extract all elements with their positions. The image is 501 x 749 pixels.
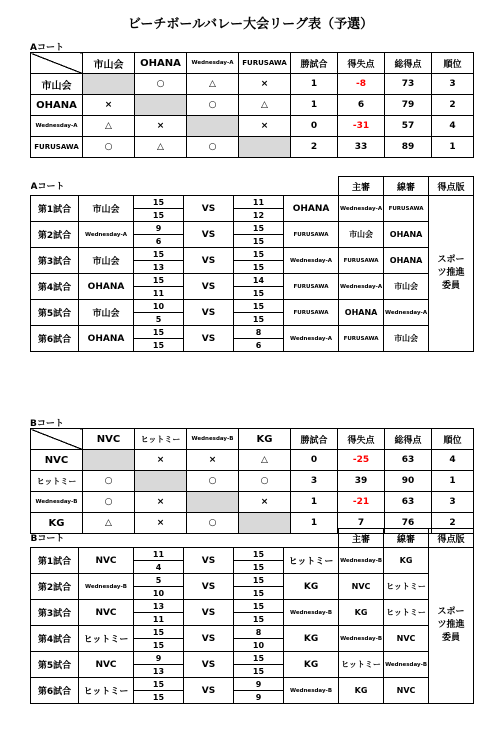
score-cell: 15: [134, 196, 184, 209]
wins-cell: 2: [291, 137, 338, 158]
score-cell: 9: [234, 691, 284, 704]
score-cell: 13: [134, 261, 184, 274]
match-table-a: [30, 176, 474, 352]
match-header-row: [31, 177, 474, 196]
referee-header: 主審: [339, 177, 384, 196]
team-name: 市山会: [79, 300, 134, 326]
score-cell: 15: [234, 652, 284, 665]
team-header: FURUSAWA: [239, 53, 291, 74]
standings-table-b: [30, 428, 474, 534]
table-row: [31, 74, 474, 95]
match-row: [31, 574, 474, 587]
wins-cell: 1: [291, 74, 338, 95]
team-name: 市山会: [79, 196, 134, 222]
match-label: 第6試合: [31, 326, 79, 352]
table-row: [31, 116, 474, 137]
line-judge-cell: NVC: [384, 678, 429, 704]
line-judge-cell: OHANA: [384, 222, 429, 248]
score-cell: 9: [134, 222, 184, 235]
score-cell: 13: [134, 665, 184, 678]
vs-label: VS: [184, 626, 234, 652]
score-cell: 15: [234, 313, 284, 326]
total-cell: 90: [385, 471, 432, 492]
referee-cell: KG: [339, 678, 384, 704]
referee-cell: NVC: [339, 574, 384, 600]
total-cell: 73: [385, 74, 432, 95]
table-row: [31, 492, 474, 513]
total-header: 総得点: [385, 53, 432, 74]
referee-cell: FURUSAWA: [339, 248, 384, 274]
rank-header: 順位: [432, 53, 474, 74]
result-cell: ×: [83, 95, 135, 116]
score-cell: 15: [234, 287, 284, 300]
referee-cell: 市山会: [339, 222, 384, 248]
result-cell: △: [83, 513, 135, 534]
vs-label: VS: [184, 274, 234, 300]
team-name: Wednesday-B: [284, 678, 339, 704]
score-cell: 15: [234, 300, 284, 313]
match-row: [31, 326, 474, 339]
vs-label: VS: [184, 678, 234, 704]
score-cell: 15: [234, 235, 284, 248]
result-cell: △: [239, 95, 291, 116]
referee-cell: Wednesday-B: [339, 626, 384, 652]
team-name: FURUSAWA: [284, 300, 339, 326]
score-cell: 10: [134, 587, 184, 600]
wins-header: 勝試合: [291, 429, 338, 450]
rank-cell: 2: [432, 95, 474, 116]
score-cell: 15: [234, 222, 284, 235]
sports-committee-label: スポーツ推進委員: [437, 607, 465, 643]
referee-header: 主審: [339, 529, 384, 548]
team-name: Wednesday-B: [284, 600, 339, 626]
vs-label: VS: [184, 652, 234, 678]
team-name: Wednesday-B: [79, 574, 134, 600]
result-cell: ×: [135, 450, 187, 471]
score-cell: 15: [234, 587, 284, 600]
score-cell: 11: [234, 196, 284, 209]
team-name: KG: [31, 513, 83, 534]
match-row: [31, 600, 474, 613]
referee-cell: OHANA: [339, 300, 384, 326]
score-cell: 15: [134, 326, 184, 339]
result-cell: ×: [135, 513, 187, 534]
line-header: 線審: [384, 529, 429, 548]
team-name: FURUSAWA: [284, 274, 339, 300]
team-header: OHANA: [135, 53, 187, 74]
match-label: 第1試合: [31, 548, 79, 574]
standings-header-row: [31, 53, 474, 74]
team-name: KG: [284, 652, 339, 678]
table-row: [31, 450, 474, 471]
score-cell: 13: [134, 600, 184, 613]
score-cell: 5: [134, 313, 184, 326]
team-header: NVC: [83, 429, 135, 450]
score-cell: 14: [234, 274, 284, 287]
team-header: Wednesday-A: [187, 53, 239, 74]
match-table-b: [30, 528, 474, 704]
vs-label: VS: [184, 326, 234, 352]
score-board-header: 得点版: [429, 529, 474, 548]
result-cell: ×: [135, 492, 187, 513]
score-cell: 9: [234, 678, 284, 691]
wins-cell: 0: [291, 450, 338, 471]
score-cell: 11: [134, 613, 184, 626]
team-name: ヒットミー: [31, 471, 83, 492]
vs-label: VS: [184, 222, 234, 248]
match-label: 第4試合: [31, 626, 79, 652]
referee-cell: FURUSAWA: [339, 326, 384, 352]
result-cell: ○: [239, 471, 291, 492]
score-cell: 15: [134, 339, 184, 352]
total-header: 総得点: [385, 429, 432, 450]
result-cell: ×: [239, 116, 291, 137]
referee-cell: Wednesday-A: [339, 196, 384, 222]
match-header-row: [31, 529, 474, 548]
rank-cell: 4: [432, 116, 474, 137]
score-cell: 15: [234, 248, 284, 261]
match-label: 第1試合: [31, 196, 79, 222]
team-name: NVC: [79, 600, 134, 626]
team-name: 市山会: [31, 74, 83, 95]
result-cell: ○: [187, 137, 239, 158]
table-row: [31, 471, 474, 492]
team-name: OHANA: [31, 95, 83, 116]
page-title: ビーチボールバレー大会リーグ表（予選）: [127, 17, 374, 32]
total-cell: 89: [385, 137, 432, 158]
match-label: 第3試合: [31, 248, 79, 274]
rank-cell: 1: [432, 471, 474, 492]
result-cell: ×: [239, 492, 291, 513]
line-judge-cell: ヒットミー: [384, 574, 429, 600]
match-row: [31, 548, 474, 561]
score-board-cell: [429, 548, 474, 704]
score-board-header: 得点版: [429, 177, 474, 196]
match-row: [31, 652, 474, 665]
line-judge-cell: Wednesday-B: [384, 652, 429, 678]
match-label: 第3試合: [31, 600, 79, 626]
result-cell: ×: [239, 74, 291, 95]
rank-cell: 3: [432, 492, 474, 513]
team-name: OHANA: [79, 326, 134, 352]
table-row: [31, 95, 474, 116]
result-cell: △: [135, 137, 187, 158]
score-cell: 15: [134, 209, 184, 222]
result-cell: ○: [187, 513, 239, 534]
team-name: Wednesday-A: [284, 248, 339, 274]
line-judge-cell: 市山会: [384, 274, 429, 300]
match-row: [31, 678, 474, 691]
court-a-standings-label: Aコート: [30, 43, 64, 53]
team-name: ヒットミー: [284, 548, 339, 574]
score-cell: 12: [234, 209, 284, 222]
match-row: [31, 196, 474, 209]
total-cell: 63: [385, 492, 432, 513]
score-cell: 15: [234, 600, 284, 613]
court-b-standings-label: Bコート: [30, 419, 64, 429]
score-cell: 15: [134, 626, 184, 639]
court-b-match-label: Bコート: [30, 534, 65, 545]
result-cell: ○: [187, 95, 239, 116]
rank-cell: 4: [432, 450, 474, 471]
team-name: 市山会: [79, 248, 134, 274]
self-cell: [187, 116, 239, 137]
score-cell: 6: [234, 339, 284, 352]
score-cell: 8: [234, 626, 284, 639]
wins-cell: 0: [291, 116, 338, 137]
vs-label: VS: [184, 196, 234, 222]
score-cell: 10: [234, 639, 284, 652]
score-cell: 11: [134, 548, 184, 561]
team-name: NVC: [79, 548, 134, 574]
wins-cell: 1: [291, 492, 338, 513]
match-label: 第5試合: [31, 652, 79, 678]
score-cell: 15: [234, 561, 284, 574]
self-cell: [135, 95, 187, 116]
team-name: KG: [284, 626, 339, 652]
team-name: Wednesday-A: [79, 222, 134, 248]
team-header: KG: [239, 429, 291, 450]
score-cell: 15: [234, 574, 284, 587]
match-label: 第4試合: [31, 274, 79, 300]
match-row: [31, 300, 474, 313]
team-name: FURUSAWA: [284, 222, 339, 248]
diff-header: 得失点: [338, 53, 385, 74]
total-cell: 63: [385, 450, 432, 471]
diff-cell: 39: [338, 471, 385, 492]
referee-cell: ヒットミー: [339, 652, 384, 678]
result-cell: ○: [83, 137, 135, 158]
score-cell: 15: [134, 678, 184, 691]
score-cell: 4: [134, 561, 184, 574]
team-name: Wednesday-A: [284, 326, 339, 352]
match-row: [31, 248, 474, 261]
team-name: KG: [284, 574, 339, 600]
result-cell: ○: [83, 492, 135, 513]
self-cell: [83, 450, 135, 471]
score-cell: 8: [234, 326, 284, 339]
match-label: 第2試合: [31, 574, 79, 600]
rank-cell: 3: [432, 74, 474, 95]
team-header: Wednesday-B: [187, 429, 239, 450]
wins-header: 勝試合: [291, 53, 338, 74]
diff-cell: -31: [338, 116, 385, 137]
line-judge-cell: KG: [384, 548, 429, 574]
match-row: [31, 222, 474, 235]
wins-cell: 1: [291, 513, 338, 534]
line-judge-cell: NVC: [384, 626, 429, 652]
line-judge-cell: ヒットミー: [384, 600, 429, 626]
match-label: 第5試合: [31, 300, 79, 326]
referee-cell: KG: [339, 600, 384, 626]
result-cell: △: [239, 450, 291, 471]
team-name: ヒットミー: [79, 678, 134, 704]
team-name: NVC: [31, 450, 83, 471]
self-cell: [239, 137, 291, 158]
line-judge-cell: 市山会: [384, 326, 429, 352]
score-cell: 15: [134, 274, 184, 287]
vs-label: VS: [184, 574, 234, 600]
wins-cell: 3: [291, 471, 338, 492]
standings-table-a: [30, 52, 474, 158]
score-cell: 15: [134, 691, 184, 704]
match-row: [31, 626, 474, 639]
rank-header: 順位: [432, 429, 474, 450]
score-cell: 15: [134, 639, 184, 652]
vs-label: VS: [184, 300, 234, 326]
vs-label: VS: [184, 600, 234, 626]
line-judge-cell: Wednesday-A: [384, 300, 429, 326]
match-label: 第2試合: [31, 222, 79, 248]
corner-cell: [31, 429, 83, 450]
team-header: 市山会: [83, 53, 135, 74]
vs-label: VS: [184, 248, 234, 274]
score-cell: 15: [134, 248, 184, 261]
result-cell: △: [83, 116, 135, 137]
result-cell: ×: [187, 450, 239, 471]
team-header: ヒットミー: [135, 429, 187, 450]
score-cell: 15: [234, 665, 284, 678]
match-label: 第6試合: [31, 678, 79, 704]
score-cell: 15: [234, 548, 284, 561]
team-name: OHANA: [284, 196, 339, 222]
team-name: Wednesday-B: [31, 492, 83, 513]
self-cell: [83, 74, 135, 95]
team-name: ヒットミー: [79, 626, 134, 652]
diff-header: 得失点: [338, 429, 385, 450]
diff-cell: 7: [338, 513, 385, 534]
team-name: OHANA: [79, 274, 134, 300]
score-cell: 6: [134, 235, 184, 248]
result-cell: ○: [135, 74, 187, 95]
result-cell: ×: [135, 116, 187, 137]
wins-cell: 1: [291, 95, 338, 116]
total-cell: 79: [385, 95, 432, 116]
diff-cell: 6: [338, 95, 385, 116]
diff-cell: 33: [338, 137, 385, 158]
line-header: 線審: [384, 177, 429, 196]
self-cell: [135, 471, 187, 492]
match-row: [31, 274, 474, 287]
line-judge-cell: FURUSAWA: [384, 196, 429, 222]
self-cell: [187, 492, 239, 513]
score-cell: 15: [234, 261, 284, 274]
result-cell: △: [187, 74, 239, 95]
corner-cell: [31, 53, 83, 74]
score-cell: 9: [134, 652, 184, 665]
diff-cell: -8: [338, 74, 385, 95]
referee-cell: Wednesday-A: [339, 274, 384, 300]
score-cell: 15: [234, 613, 284, 626]
team-name: FURUSAWA: [31, 137, 83, 158]
score-cell: 5: [134, 574, 184, 587]
team-name: NVC: [79, 652, 134, 678]
result-cell: ○: [187, 471, 239, 492]
total-cell: 76: [385, 513, 432, 534]
rank-cell: 1: [432, 137, 474, 158]
result-cell: ○: [83, 471, 135, 492]
standings-header-row: [31, 429, 474, 450]
rank-cell: 2: [432, 513, 474, 534]
team-name: Wednesday-A: [31, 116, 83, 137]
score-board-cell: [429, 196, 474, 352]
total-cell: 57: [385, 116, 432, 137]
referee-cell: Wednesday-B: [339, 548, 384, 574]
table-row: [31, 137, 474, 158]
diff-cell: -21: [338, 492, 385, 513]
court-a-match-label: Aコート: [30, 182, 65, 193]
vs-label: VS: [184, 548, 234, 574]
sports-committee-label: スポーツ推進委員: [437, 255, 465, 291]
diff-cell: -25: [338, 450, 385, 471]
line-judge-cell: OHANA: [384, 248, 429, 274]
score-cell: 10: [134, 300, 184, 313]
score-cell: 11: [134, 287, 184, 300]
